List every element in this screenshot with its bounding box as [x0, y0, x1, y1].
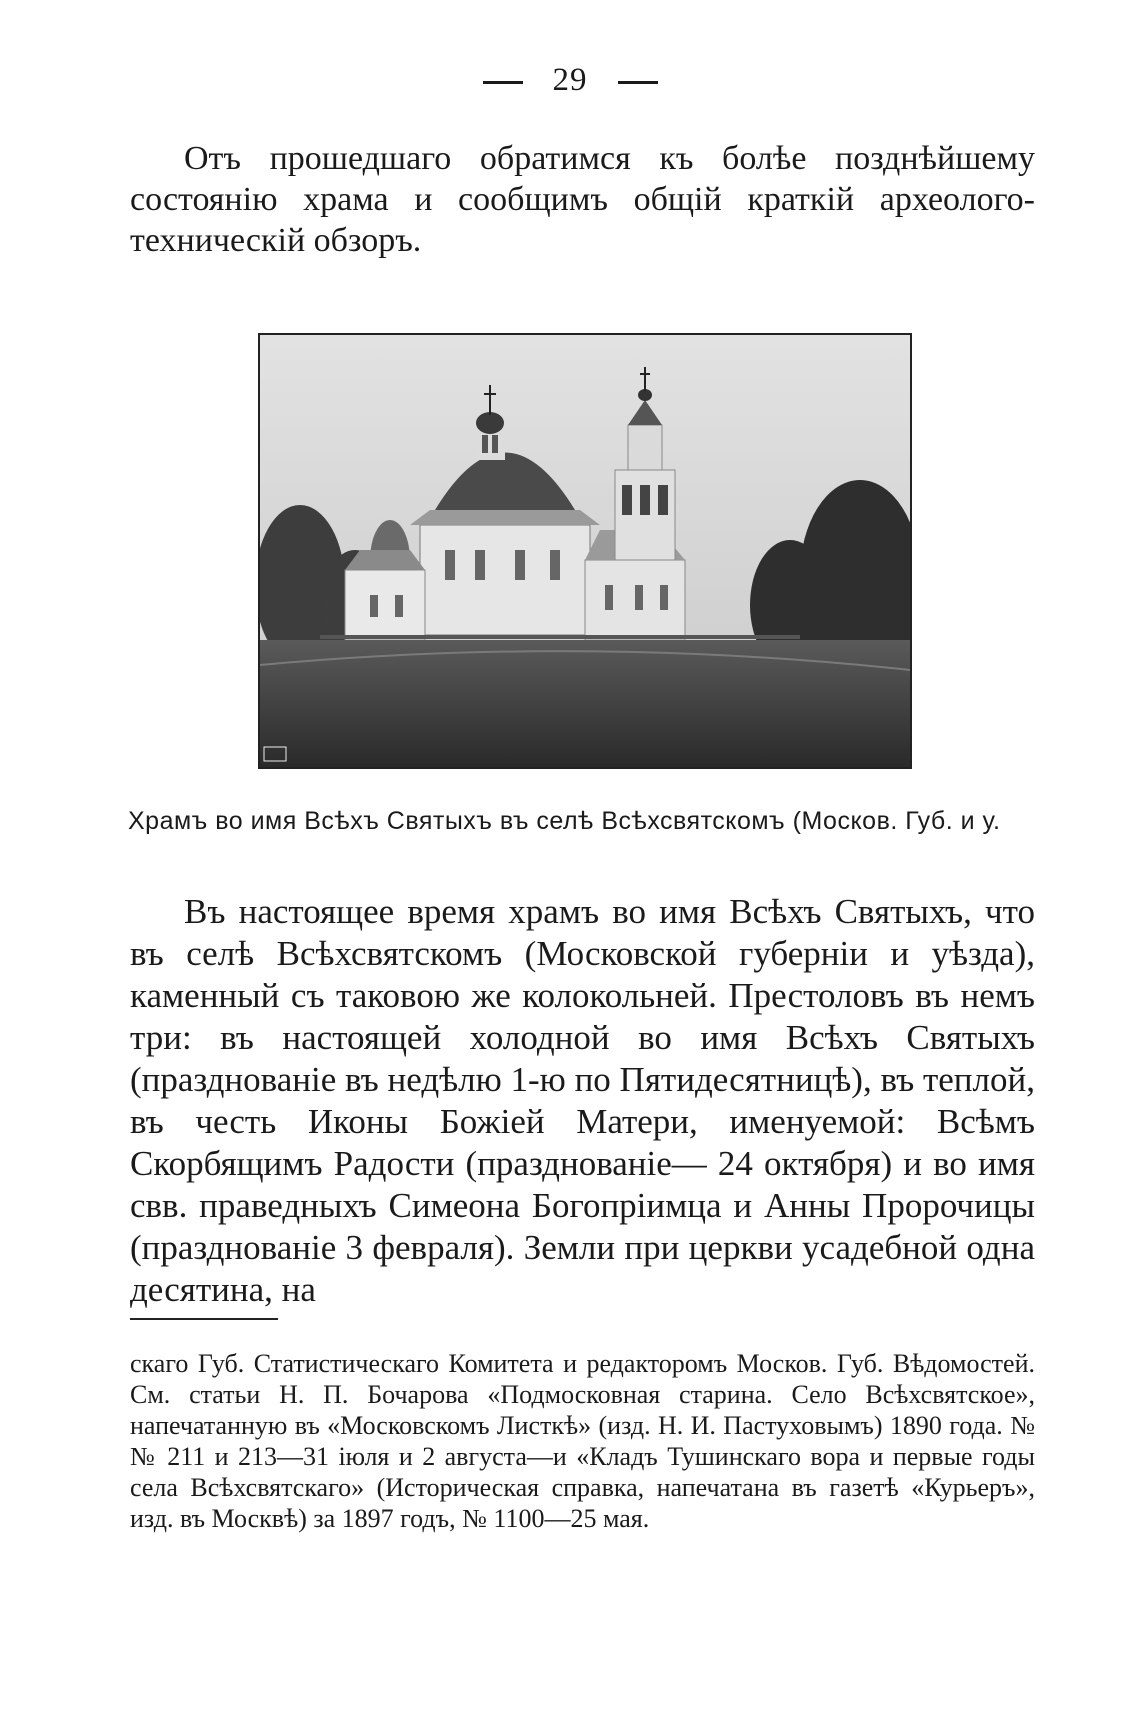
page-number-value: 29 — [552, 62, 588, 98]
main-paragraph: Въ настоящее время храмъ во имя Всѣхъ Святыхъ, что въ селѣ Всѣхсвятскомъ (Московской губерніи и уѣзда), каменный съ таковою же колокольней. Престоловъ въ немъ три: въ настоящей холодной во имя Всѣхъ Святыхъ (празднованіе въ недѣлю 1-ю по Пятидесятницѣ), въ теплой, въ честь Иконы Божіей Матери, именуемой: Всѣмъ Скорбящимъ Радости (празднованіе— 24 октября) и во имя свв. праведныхъ Симеона Богопріимца и Анны Пророчицы (празднованіе 3 февраля). Земли при церкви усадебной одна десятина, на — [130, 892, 1035, 1309]
church-photograph-icon — [260, 335, 910, 767]
page-number — [0, 62, 1140, 99]
church-photograph — [258, 333, 912, 769]
footnote-divider — [130, 1318, 278, 1320]
footnote: скаго Губ. Статистическаго Комитета и редакторомъ Москов. Губ. Вѣдомостей. См. статьи Н. П. Бочарова «Подмосковная старина. Село Всѣхсвятское», напечатанную въ «Московскомъ Листкѣ» (изд. Н. И. Пастуховымъ) 1890 года. №№ 211 и 213—31 іюля и 2 августа—и «Кладъ Тушинскаго вора и первые годы села Всѣхсвятскаго» (Историческая справка, напечатана въ газетѣ «Курьеръ», изд. въ Москвѣ) за 1897 годъ, № 1100—25 мая. — [130, 1349, 1035, 1533]
intro-paragraph: Отъ прошедшаго обратимся къ болѣе позднѣйшему состоянію храма и сообщимъ общій краткій археолого-техническій обзоръ. — [130, 140, 1035, 259]
figure-caption: Храмъ во имя Всѣхъ Святыхъ въ селѣ Всѣхсвятскомъ (Москов. Губ. и у. — [128, 807, 1001, 835]
page-number-dash-left — [483, 81, 523, 84]
page-number-dash-right — [618, 81, 658, 84]
